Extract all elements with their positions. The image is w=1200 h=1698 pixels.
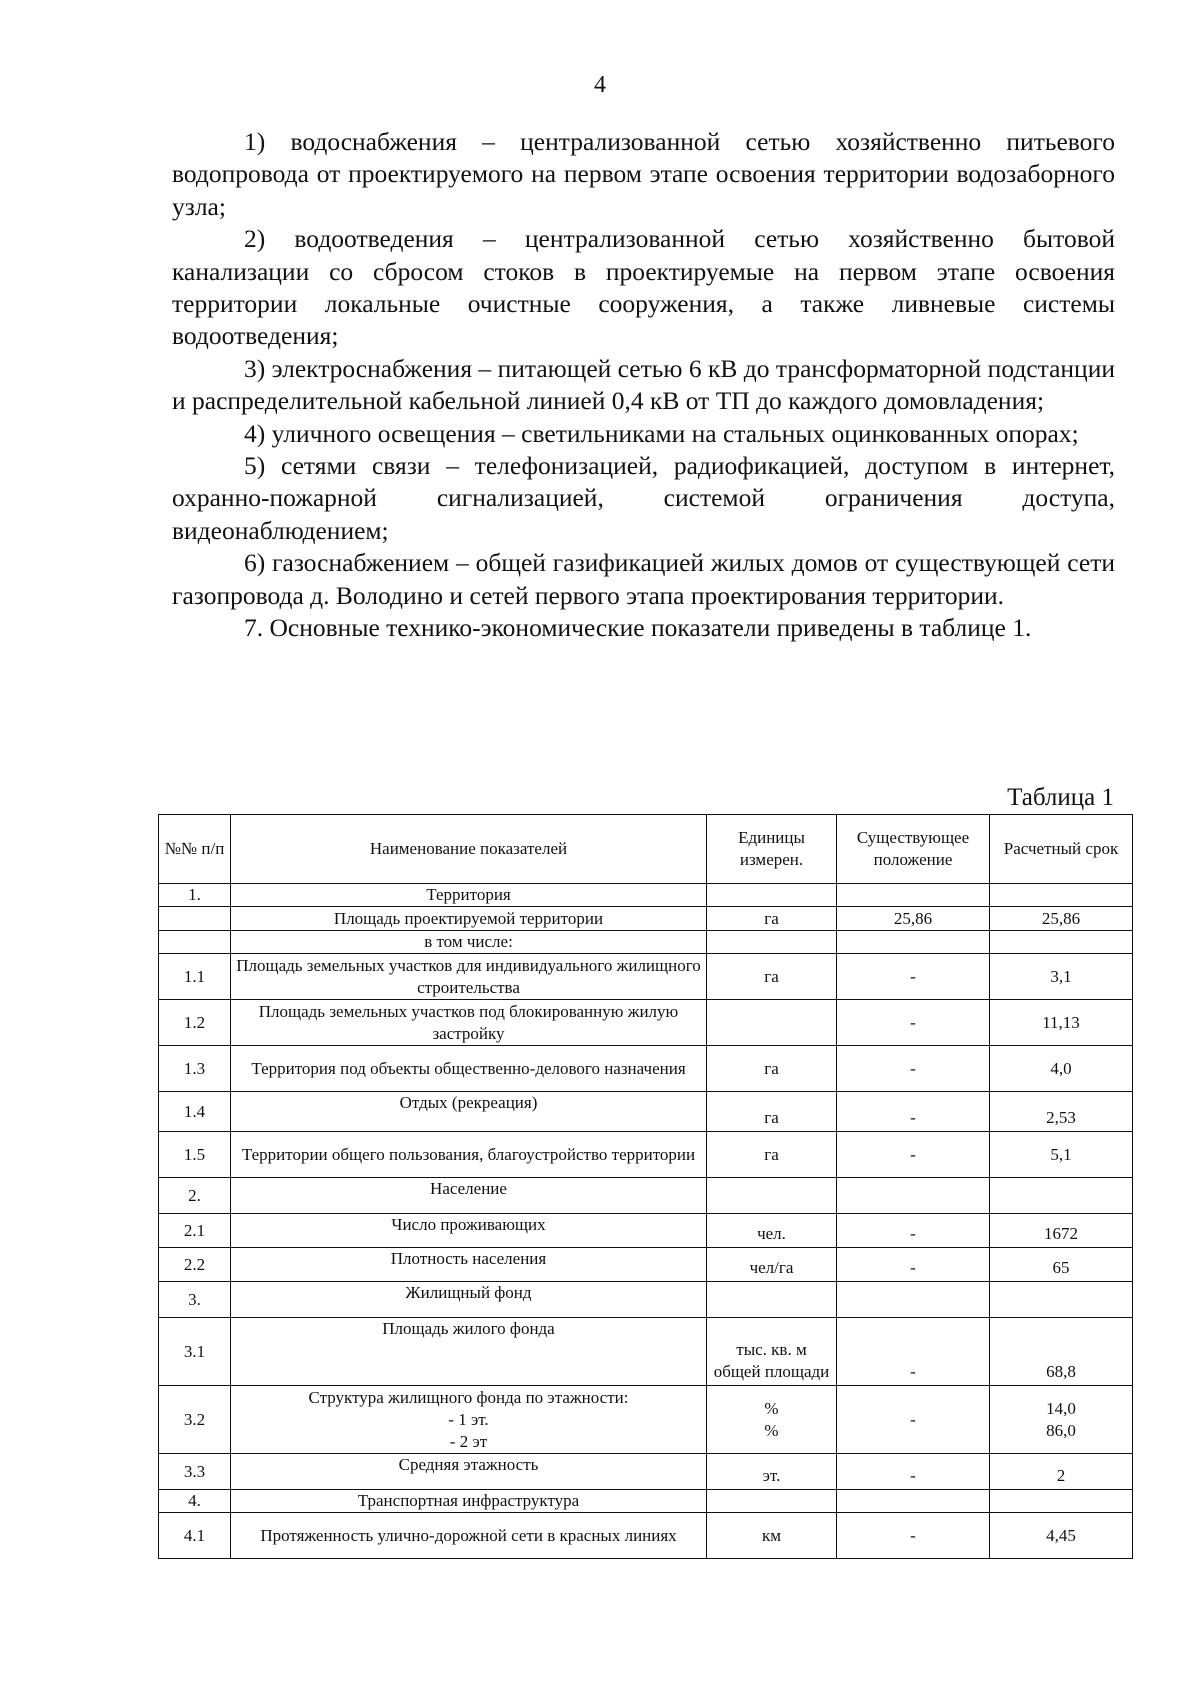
cell-name: Число проживающих — [231, 1214, 707, 1248]
cell-name: Структура жилищного фонда по этажности: - 1 эт. - 2 эт — [231, 1386, 707, 1454]
cell-planned: 11,13 — [990, 1000, 1133, 1046]
table-row — [159, 1513, 1133, 1559]
cell-num: 1.1 — [159, 954, 231, 1000]
cell-num: 1.3 — [159, 1046, 231, 1092]
cell-planned — [990, 1490, 1133, 1513]
cell-name: Территории общего пользования, благоустройство территории — [231, 1132, 707, 1178]
cell-planned: 2 — [990, 1454, 1133, 1490]
cell-num: 4.1 — [159, 1513, 231, 1559]
cell-unit: тыс. кв. м общей площади — [707, 1318, 837, 1386]
cell-unit — [707, 1490, 837, 1513]
cell-num: 4. — [159, 1490, 231, 1513]
paragraph: 4) уличного освещения – светильниками на стальных оцинкованных опорах; — [244, 418, 1079, 448]
indicators-table — [158, 814, 1133, 1559]
cell-num: 2.1 — [159, 1214, 231, 1248]
cell-name: Площадь земельных участков под блокированную жилую застройку — [231, 1000, 707, 1046]
cell-num: 1. — [159, 884, 231, 907]
table-body — [159, 884, 1133, 1559]
header-planned: Расчетный срок — [990, 815, 1133, 884]
cell-planned: 5,1 — [990, 1132, 1133, 1178]
cell-unit: га — [707, 1092, 837, 1132]
cell-existing: - — [837, 1454, 990, 1490]
cell-unit: чел. — [707, 1214, 837, 1248]
header-existing: Существующее положение — [837, 815, 990, 884]
cell-existing: - — [837, 1214, 990, 1248]
table-row — [159, 1386, 1133, 1454]
cell-num — [159, 907, 231, 931]
cell-unit: га — [707, 1132, 837, 1178]
paragraph: 3) электроснабжения – питающей сетью 6 кВ до трансформаторной подстанции и распределительной кабельной линией 0,4 кВ от ТП до каждого домовладения; — [172, 353, 1115, 416]
cell-existing: 25,86 — [837, 907, 990, 931]
cell-planned: 4,45 — [990, 1513, 1133, 1559]
table-caption: Таблица 1 — [1007, 784, 1114, 811]
cell-name: Плотность населения — [231, 1248, 707, 1282]
paragraph: 1) водоснабжения – централизованной сетью хозяйственно питьевого водопровода от проектируемого на первом этапе освоения территории водозаборного узла; — [172, 127, 1115, 221]
cell-unit — [707, 1178, 837, 1214]
cell-name: в том числе: — [231, 931, 707, 954]
header-unit: Единицы измерен. — [707, 815, 837, 884]
table-row — [159, 1132, 1133, 1178]
table-row — [159, 1046, 1133, 1092]
cell-existing: - — [837, 1318, 990, 1386]
table-row — [159, 931, 1133, 954]
table-row — [159, 1178, 1133, 1214]
cell-name: Протяженность улично-дорожной сети в красных линиях — [231, 1513, 707, 1559]
cell-existing: - — [837, 954, 990, 1000]
table-row — [159, 954, 1133, 1000]
page-number: 4 — [594, 72, 606, 98]
cell-existing: - — [837, 1092, 990, 1132]
header-num: №№ п/п — [159, 815, 231, 884]
cell-num: 2.2 — [159, 1248, 231, 1282]
table-row — [159, 1092, 1133, 1132]
body-text — [172, 126, 1115, 645]
cell-existing — [837, 1490, 990, 1513]
table-row — [159, 1214, 1133, 1248]
cell-name: Отдых (рекреация) — [231, 1092, 707, 1132]
cell-planned — [990, 931, 1133, 954]
cell-planned: 1672 — [990, 1214, 1133, 1248]
cell-num: 1.4 — [159, 1092, 231, 1132]
table-header-row — [159, 815, 1133, 884]
cell-num: 3.3 — [159, 1454, 231, 1490]
cell-existing — [837, 884, 990, 907]
cell-existing — [837, 931, 990, 954]
cell-unit: км — [707, 1513, 837, 1559]
table-row — [159, 1248, 1133, 1282]
table-row — [159, 884, 1133, 907]
paragraph: 2) водоотведения – централизованной сетью хозяйственно бытовой канализации со сбросом стоков в проектируемые на первом этапе освоения территории локальные очистные сооружения, а также ливневые системы водоотведения; — [172, 224, 1115, 351]
table-row — [159, 1454, 1133, 1490]
cell-unit: эт. — [707, 1454, 837, 1490]
cell-num — [159, 931, 231, 954]
cell-planned: 3,1 — [990, 954, 1133, 1000]
paragraph: 7. Основные технико-экономические показатели приведены в таблице 1. — [244, 613, 1032, 643]
cell-unit: % % — [707, 1386, 837, 1454]
table-row — [159, 1000, 1133, 1046]
table-row — [159, 1282, 1133, 1318]
header-name: Наименование показателей — [231, 815, 707, 884]
table-row — [159, 1318, 1133, 1386]
cell-unit — [707, 1000, 837, 1046]
cell-planned: 4,0 — [990, 1046, 1133, 1092]
cell-existing — [837, 1178, 990, 1214]
cell-planned: 14,0 86,0 — [990, 1386, 1133, 1454]
table-row — [159, 1490, 1133, 1513]
cell-name: Площадь земельных участков для индивидуального жилищного строительства — [231, 954, 707, 1000]
cell-unit: га — [707, 954, 837, 1000]
cell-existing: - — [837, 1513, 990, 1559]
cell-num: 1.5 — [159, 1132, 231, 1178]
paragraph: 6) газоснабжением – общей газификацией жилых домов от существующей сети газопровода д. Володино и сетей первого этапа проектирования территории. — [172, 548, 1115, 610]
cell-planned — [990, 884, 1133, 907]
cell-name: Транспортная инфраструктура — [231, 1490, 707, 1513]
cell-planned: 68,8 — [990, 1318, 1133, 1386]
cell-name: Территория под объекты общественно-делового назначения — [231, 1046, 707, 1092]
cell-num: 3.2 — [159, 1386, 231, 1454]
cell-name: Средняя этажность — [231, 1454, 707, 1490]
cell-num: 3.1 — [159, 1318, 231, 1386]
cell-planned: 2,53 — [990, 1092, 1133, 1132]
cell-name: Жилищный фонд — [231, 1282, 707, 1318]
cell-existing: - — [837, 1046, 990, 1092]
cell-existing: - — [837, 1132, 990, 1178]
paragraph: 5) сетями связи – телефонизацией, радиофикацией, доступом в интернет, охранно-пожарной сигнализацией, системой ограничения доступа, видеонаблюдением; — [172, 451, 1115, 545]
cell-name: Площадь жилого фонда — [231, 1318, 707, 1386]
cell-unit — [707, 884, 837, 907]
cell-unit — [707, 1282, 837, 1318]
cell-name: Территория — [231, 884, 707, 907]
cell-num: 1.2 — [159, 1000, 231, 1046]
cell-planned: 65 — [990, 1248, 1133, 1282]
cell-planned — [990, 1282, 1133, 1318]
table-row — [159, 907, 1133, 931]
cell-planned: 25,86 — [990, 907, 1133, 931]
cell-num: 2. — [159, 1178, 231, 1214]
cell-existing: - — [837, 1000, 990, 1046]
cell-existing: - — [837, 1386, 990, 1454]
cell-unit — [707, 931, 837, 954]
cell-unit: га — [707, 1046, 837, 1092]
cell-name: Население — [231, 1178, 707, 1214]
cell-planned — [990, 1178, 1133, 1214]
cell-name: Площадь проектируемой территории — [231, 907, 707, 931]
cell-existing: - — [837, 1248, 990, 1282]
cell-unit: га — [707, 907, 837, 931]
cell-existing — [837, 1282, 990, 1318]
cell-unit: чел/га — [707, 1248, 837, 1282]
cell-num: 3. — [159, 1282, 231, 1318]
